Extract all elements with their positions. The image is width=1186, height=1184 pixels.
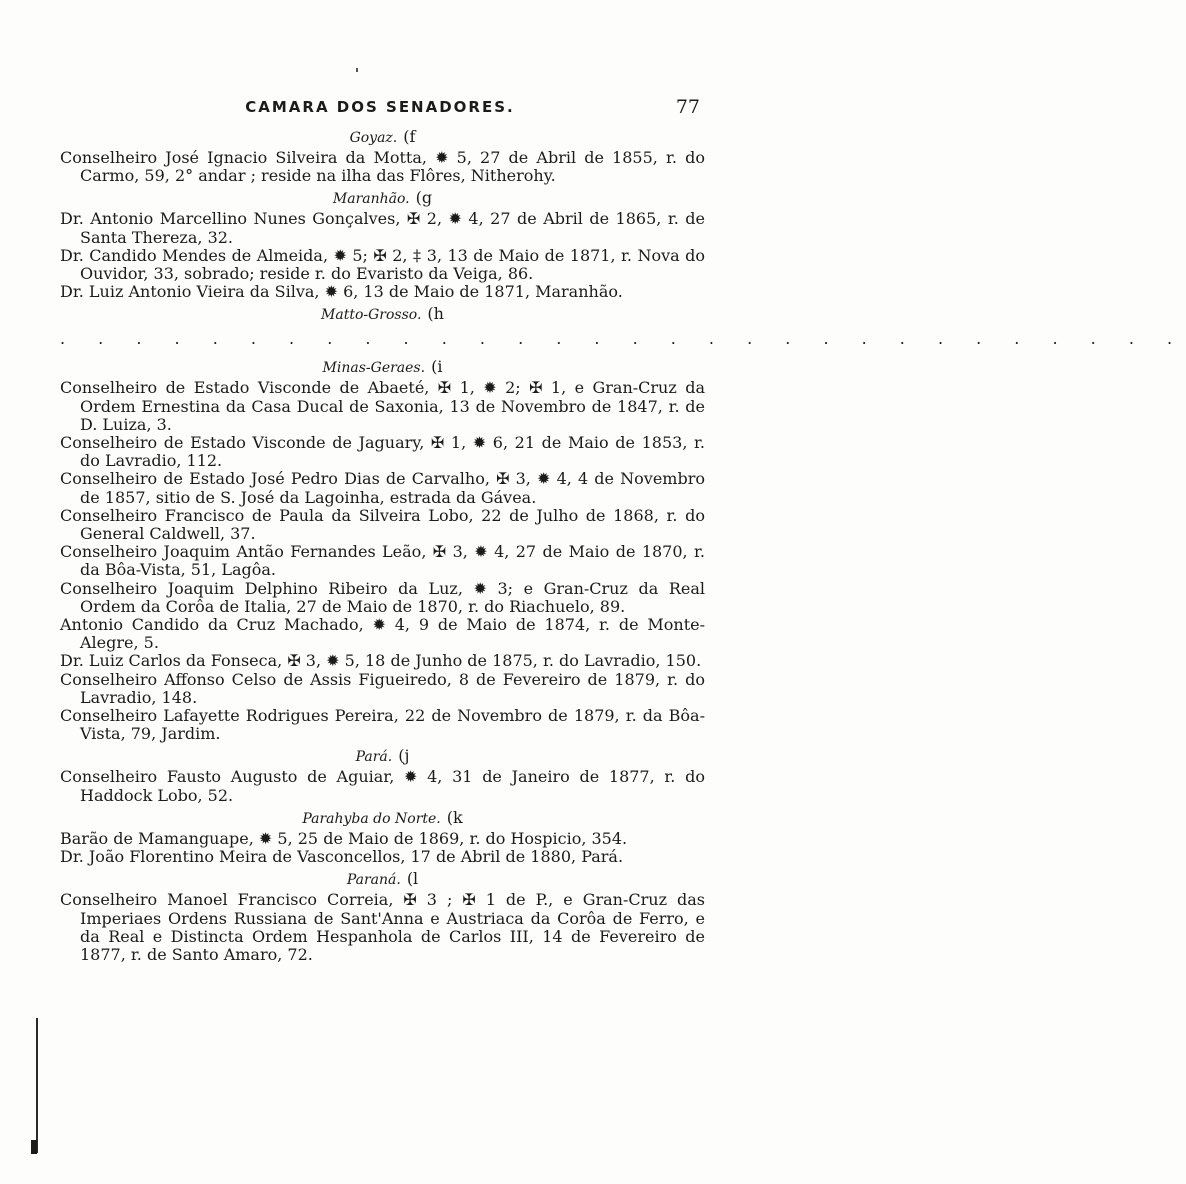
- footnote-ref: (f: [403, 127, 416, 146]
- senator-entry: Conselheiro Joaquim Antão Fernandes Leão, ✠ 3, ✹ 4, 27 de Maio de 1870, r. da Bôa-Vista, 51, Lagôa.: [60, 542, 705, 580]
- senator-entry: Dr. Antonio Marcellino Nunes Gonçalves, ✠ 2, ✹ 4, 27 de Abril de 1865, r. de Santa Thereza, 32.: [60, 209, 705, 247]
- province-heading: [60, 127, 705, 148]
- province-name: Maranhão.: [332, 191, 410, 208]
- province-heading: [60, 188, 705, 209]
- footnote-ref: (i: [431, 357, 443, 377]
- margin-pencil-line: [36, 1018, 38, 1153]
- province-name: Parahyba do Norte.: [302, 810, 441, 827]
- margin-ink-mark: [31, 1140, 37, 1154]
- footnote-ref: (g: [415, 188, 433, 208]
- senator-entry: Conselheiro Manoel Francisco Correia, ✠ 3 ; ✠ 1 de P., e Gran-Cruz das Imperiaes Ordens Russiana de Sant'Anna e Austriaca da Corôa de Ferro, e da Real e Distincta Ordem Hespanhola de Carlos III, 14 de Fevereiro de 1877, r. de Santo Amaro, 72.: [60, 890, 705, 964]
- page-speck: [356, 68, 358, 72]
- province-name: Goyaz.: [349, 130, 398, 146]
- senator-entry: Barão de Mamanguape, ✹ 5, 25 de Maio de 1869, r. do Hospicio, 354.: [60, 828, 628, 848]
- running-title: CAMARA DOS SENADORES.: [245, 98, 515, 116]
- senator-entry: Conselheiro de Estado Visconde de Jaguary, ✠ 1, ✹ 6, 21 de Maio de 1853, r. do Lavradio, 112.: [60, 433, 705, 471]
- senator-entry: Antonio Candido da Cruz Machado, ✹ 4, 9 de Maio de 1874, r. de Monte-Alegre, 5.: [60, 615, 705, 653]
- province-name: Minas-Geraes.: [322, 360, 426, 377]
- senator-entry: Dr. João Florentino Meira de Vasconcellos, 17 de Abril de 1880, Pará.: [60, 847, 624, 867]
- province-name: Paraná.: [346, 872, 401, 889]
- senator-entry: Conselheiro de Estado José Pedro Dias de Carvalho, ✠ 3, ✹ 4, 4 de Novembro de 1857, sitio de S. José da Lagoinha, estrada da Gávea.: [60, 469, 705, 507]
- province-name: Pará.: [355, 749, 393, 766]
- senator-entry: Conselheiro Fausto Augusto de Aguiar, ✹ 4, 31 de Janeiro de 1877, r. do Haddock Lobo, 52.: [60, 767, 705, 805]
- province-heading: [60, 304, 705, 325]
- senator-entry: Conselheiro Lafayette Rodrigues Pereira, 22 de Novembro de 1879, r. da Bôa-Vista, 79, Jardim.: [60, 706, 705, 744]
- senator-entry: Conselheiro Affonso Celso de Assis Figueiredo, 8 de Fevereiro de 1879, r. do Lavradio, 148.: [60, 669, 705, 707]
- senator-entry: Conselheiro Francisco de Paula da Silveira Lobo, 22 de Julho de 1868, r. do General Caldwell, 37.: [60, 505, 705, 544]
- province-heading: [60, 869, 705, 890]
- senator-entry: Dr. Luiz Carlos da Fonseca, ✠ 3, ✹ 5, 18 de Junho de 1875, r. do Lavradio, 150.: [60, 651, 702, 671]
- footnote-ref: (k: [446, 807, 463, 827]
- senator-entry: Dr. Luiz Antonio Vieira da Silva, ✹ 6, 13 de Maio de 1871, Maranhão.: [60, 282, 623, 302]
- vacant-dots: . . . . . . . . . . . . . . . . . . . . . . . . . . . . . .: [60, 329, 1186, 349]
- page-number: 77: [675, 96, 700, 118]
- province-heading: [60, 808, 705, 829]
- footnote-ref: (h: [427, 304, 444, 324]
- province-name: Matto-Grosso.: [321, 307, 422, 324]
- senators-list: [60, 124, 1186, 964]
- province-heading: [60, 357, 705, 378]
- footnote-ref: (j: [398, 746, 410, 766]
- senator-entry: Dr. Candido Mendes de Almeida, ✹ 5; ✠ 2, ‡ 3, 13 de Maio de 1871, r. Nova do Ouvidor, 33, sobrado; reside r. do Evaristo da Veiga, 86.: [60, 245, 705, 284]
- senator-entry: Conselheiro de Estado Visconde de Abaeté, ✠ 1, ✹ 2; ✠ 1, e Gran-Cruz da Ordem Ernestina da Casa Ducal de Saxonia, 13 de Novembro de 1847, r. de D. Luiza, 3.: [60, 378, 705, 434]
- province-heading: [60, 746, 705, 767]
- running-head: [60, 98, 700, 126]
- senator-entry: Conselheiro Joaquim Delphino Ribeiro da Luz, ✹ 3; e Gran-Cruz da Real Ordem da Corôa de Italia, 27 de Maio de 1870, r. do Riachuelo, 89.: [60, 578, 705, 616]
- senator-entry: Conselheiro José Ignacio Silveira da Motta, ✹ 5, 27 de Abril de 1855, r. do Carmo, 59, 2° andar ; reside na ilha das Flôres, Nitherohy.: [60, 148, 705, 186]
- footnote-ref: (l: [406, 869, 419, 889]
